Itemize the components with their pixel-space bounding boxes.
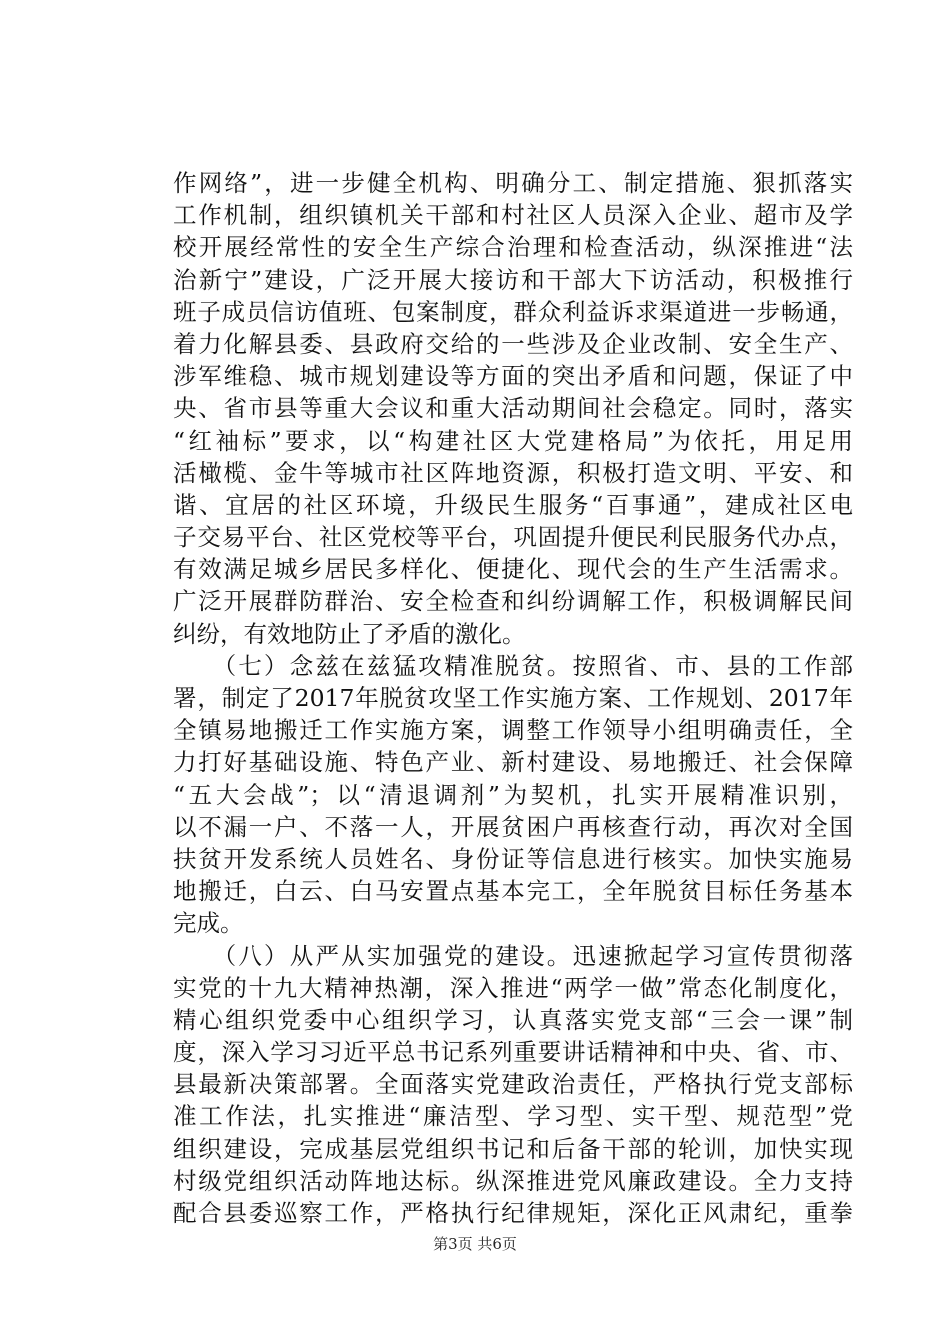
text-line: 署，制定了2017年脱贫攻坚工作实施方案、工作规划、2017年 [173,684,853,712]
text-line: 活橄榄、金牛等城市社区阵地资源，积极打造文明、平安、和 [173,458,853,487]
text-line: 准工作法，扎实推进“廉洁型、学习型、实干型、规范型”党 [173,1102,853,1131]
text-line: 村级党组织活动阵地达标。纵深推进党风廉政建设。全力支持 [173,1166,853,1195]
text-line: 全镇易地搬迁工作实施方案，调整工作领导小组明确责任，全 [173,716,853,745]
text-line: 度，深入学习习近平总书记系列重要讲话精神和中央、省、市、 [173,1038,853,1067]
body-text [173,167,853,1229]
text-line: 子交易平台、社区党校等平台，巩固提升便民利民服务代办点， [173,523,853,552]
text-line: 涉军维稳、城市规划建设等方面的突出矛盾和问题，保证了中 [173,362,853,391]
text-line: 作网络”，进一步健全机构、明确分工、制定措施、狠抓落实 [173,169,853,197]
text-line: 扶贫开发系统人员姓名、身份证等信息进行核实。加快实施易 [173,844,853,873]
text-line: 地搬迁，白云、白马安置点基本完工，全年脱贫目标任务基本 [173,877,853,906]
text-line: 治新宁”建设，广泛开展大接访和干部大下访活动，积极推行 [173,265,853,294]
text-line: 着力化解县委、县政府交给的一些涉及企业改制、安全生产、 [173,329,853,358]
text-line: 县最新决策部署。全面落实党建政治责任，严格执行党支部标 [173,1070,853,1099]
text-line: 有效满足城乡居民多样化、便捷化、现代会的生产生活需求。 [173,555,853,584]
text-line: 纠纷，有效地防止了矛盾的激化。 [173,619,526,648]
text-line: 以不漏一户、不落一人，开展贫困户再核查行动，再次对全国 [173,812,853,841]
text-line: 力打好基础设施、特色产业、新村建设、易地搬迁、社会保障 [173,748,853,777]
text-line: 组织建设，完成基层党组织书记和后备干部的轮训，加快实现 [173,1134,853,1163]
text-line: 央、省市县等重大会议和重大活动期间社会稳定。同时，落实 [173,394,853,423]
text-line: 广泛开展群防群治、安全检查和纠纷调解工作，积极调解民间 [173,587,853,616]
text-line: 班子成员信访值班、包案制度，群众利益诉求渠道进一步畅通， [173,297,853,326]
text-line: 校开展经常性的安全生产综合治理和检查活动，纵深推进“法 [173,233,853,262]
text-line: 精心组织党委中心组织学习，认真落实党支部“三会一课”制 [173,1005,853,1034]
text-line: “红袖标”要求，以“构建社区大党建格局”为依托，用足用 [173,426,853,455]
text-line: （七）念兹在兹猛攻精准脱贫。按照省、市、县的工作部 [173,651,853,680]
text-line: 工作机制，组织镇机关干部和村社区人员深入企业、超市及学 [173,201,853,230]
text-line: 配合县委巡察工作，严格执行纪律规矩，深化正风肃纪，重拳 [173,1199,853,1227]
page-footer: 第3页 共6页 [433,1235,517,1253]
text-line: （八）从严从实加强党的建设。迅速掀起学习宣传贯彻落 [173,941,853,970]
text-line: 实党的十九大精神热潮，深入推进“两学一做”常态化制度化， [173,973,853,1002]
text-line: “五大会战”；以“清退调剂”为契机，扎实开展精准识别， [173,780,853,809]
text-line: 完成。 [173,909,244,938]
text-line: 谐、宜居的社区环境，升级民生服务“百事通”，建成社区电 [173,490,853,519]
